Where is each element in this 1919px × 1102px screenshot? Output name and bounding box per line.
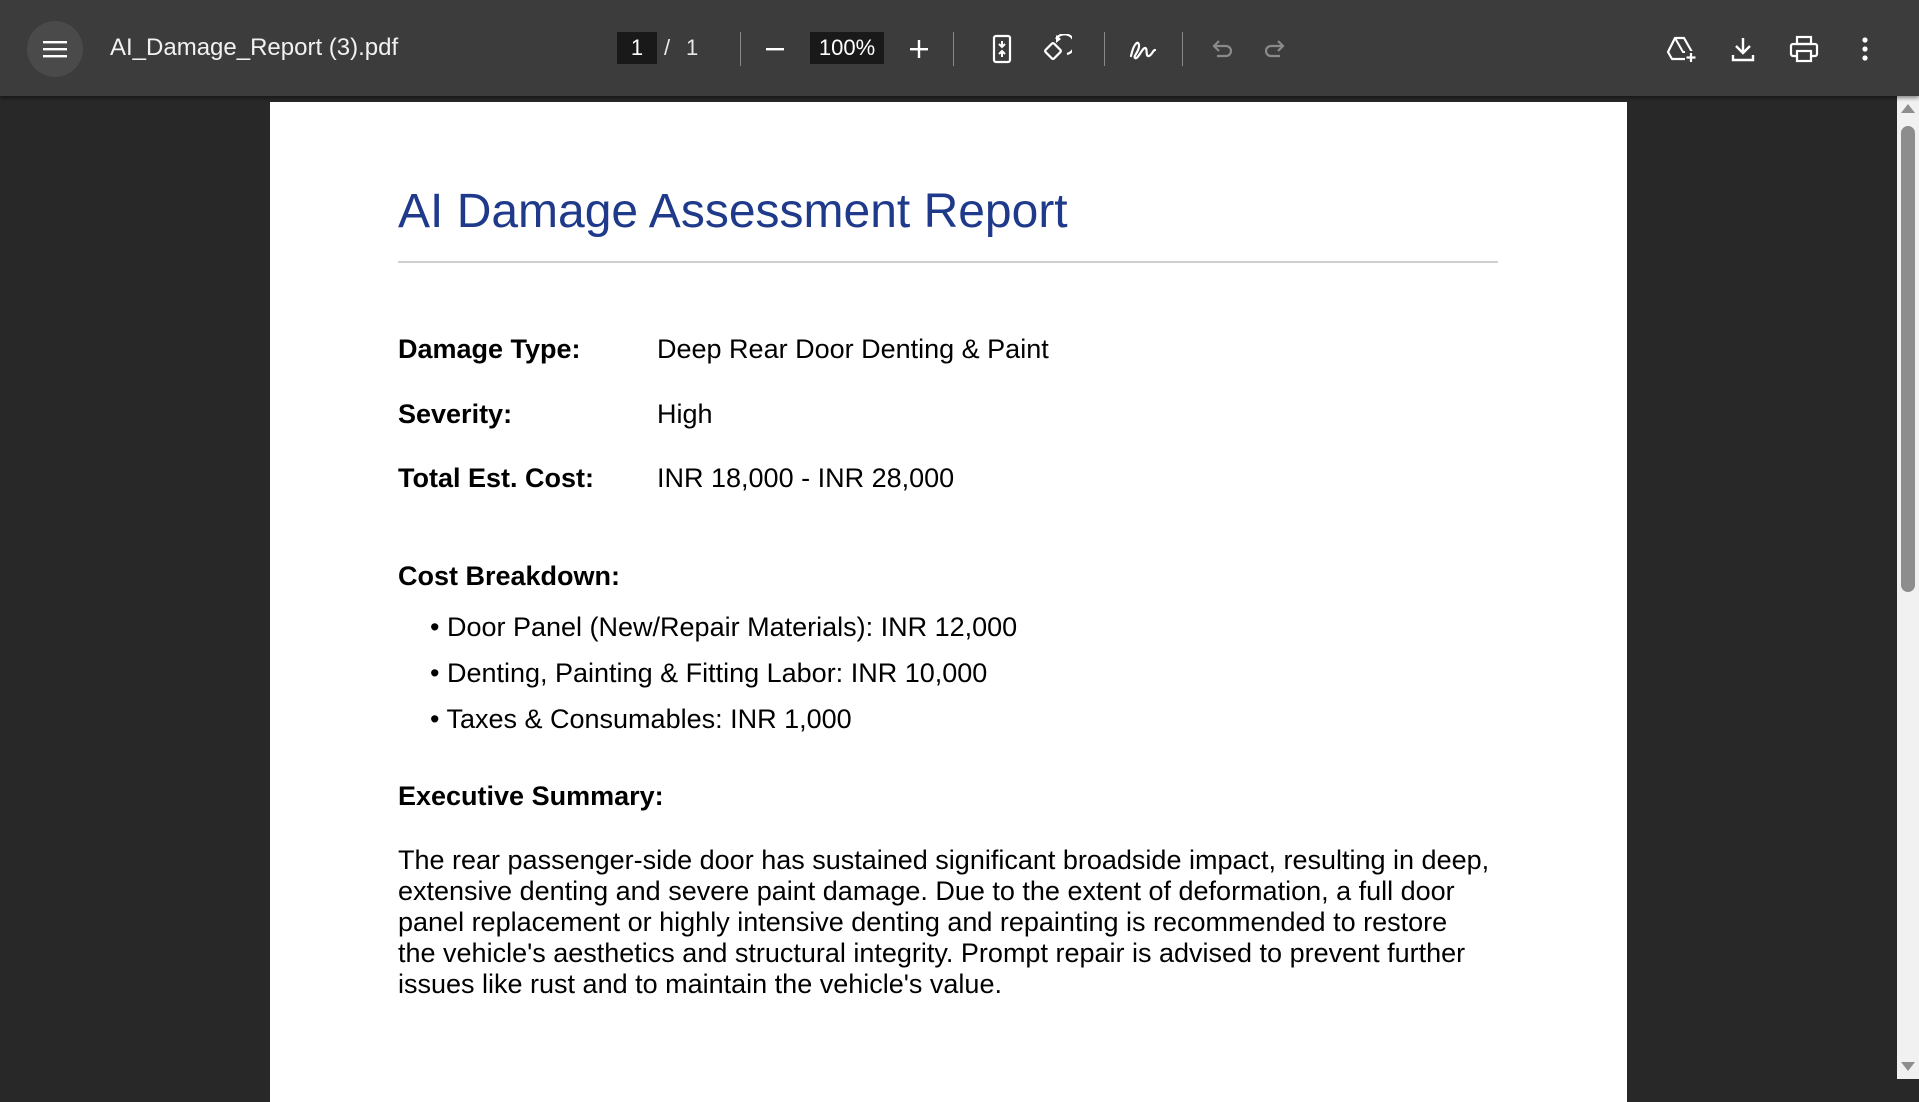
add-to-drive-icon [1665,35,1697,63]
add-to-drive-button[interactable] [1659,27,1703,71]
scroll-down-arrow[interactable] [1901,1062,1915,1071]
more-options-button[interactable] [1843,27,1887,71]
download-button[interactable] [1721,27,1765,71]
cost-item: • Taxes & Consumables: INR 1,000 [430,704,852,734]
download-icon [1730,35,1756,63]
plus-icon [908,38,930,60]
pdf-page [270,102,1627,1102]
zoom-input[interactable] [810,32,884,64]
redo-icon [1263,37,1289,61]
draw-icon [1128,36,1158,62]
damage-type-label: Damage Type: [398,334,581,364]
damage-type-value: Deep Rear Door Denting & Paint [657,334,1049,364]
zoom-out-button[interactable] [753,27,797,71]
hamburger-menu-icon [42,39,68,59]
toolbar-divider [740,32,741,66]
file-name: AI_Damage_Report (3).pdf [110,34,399,61]
report-title: AI Damage Assessment Report [398,185,1068,238]
minus-icon [764,38,786,60]
severity-label: Severity: [398,399,513,429]
toolbar-divider [953,32,954,66]
summary-line: the vehicle's aesthetics and structural integrity. Prompt repair is advised to prevent further [398,938,1466,968]
cost-item: • Denting, Painting & Fitting Labor: INR 10,000 [430,658,988,688]
cost-breakdown-heading: Cost Breakdown: [398,561,621,591]
toolbar-divider [1104,32,1105,66]
summary-line: The rear passenger-side door has sustained significant broadside impact, resulting in deep, [398,845,1490,875]
total-cost-label: Total Est. Cost: [398,463,595,493]
menu-button[interactable] [27,21,83,77]
severity-value: High [657,399,713,429]
title-divider [398,261,1498,263]
fit-to-page-button[interactable] [980,27,1024,71]
print-button[interactable] [1782,27,1826,71]
scroll-thumb[interactable] [1901,126,1915,592]
page-total: 1 [686,35,699,60]
rotate-button[interactable] [1035,27,1079,71]
page-separator: / [664,35,671,60]
fit-page-icon [989,34,1015,64]
more-vert-icon [1861,36,1869,62]
scroll-up-arrow[interactable] [1901,104,1915,113]
executive-summary-heading: Executive Summary: [398,781,664,811]
toolbar-divider [1182,32,1183,66]
pdf-toolbar [0,0,1919,96]
zoom-in-button[interactable] [897,27,941,71]
draw-button[interactable] [1121,27,1165,71]
print-icon [1789,35,1819,63]
cost-item: • Door Panel (New/Repair Materials): INR 12,000 [430,612,1018,642]
executive-summary-text [398,845,1518,1000]
page-number-input[interactable] [617,32,657,64]
undo-button[interactable] [1199,27,1243,71]
summary-line: panel replacement or highly intensive denting and repainting is recommended to restore [398,907,1448,937]
summary-line: extensive denting and severe paint damage. Due to the extent of deformation, a full door [398,876,1455,906]
undo-icon [1208,37,1234,61]
summary-line: issues like rust and to maintain the vehicle's value. [398,969,1002,999]
total-cost-value: INR 18,000 - INR 28,000 [657,463,955,493]
rotate-icon [1042,34,1072,64]
vertical-scrollbar[interactable] [1897,96,1919,1079]
redo-button[interactable] [1254,27,1298,71]
